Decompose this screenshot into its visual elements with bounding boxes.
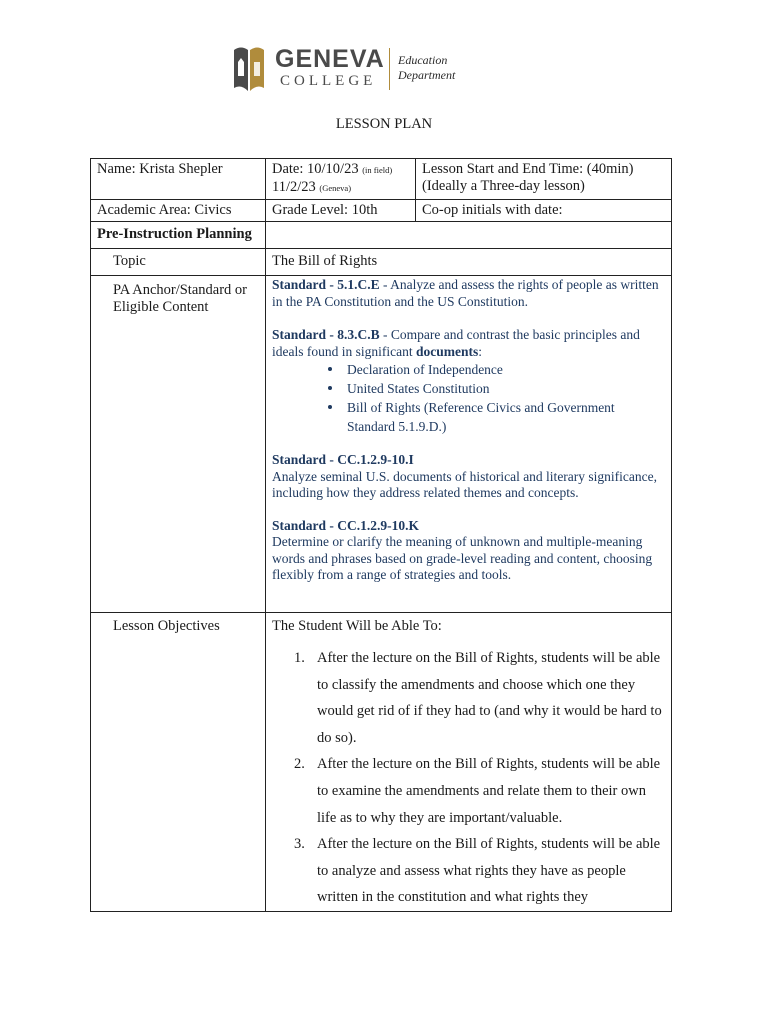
list-item (272, 831, 665, 911)
info-row-2 (91, 200, 672, 222)
logo-name: GENEVA (275, 45, 385, 73)
standard-3-text: Analyze seminal U.S. documents of historical and literary significance, including how they address related themes and concepts. (272, 468, 658, 500)
academic-area: Academic Area: Civics (97, 202, 232, 218)
lesson-duration-note: (Ideally a Three-day lesson) (422, 178, 585, 194)
coop-initials: Co-op initials with date: (422, 202, 563, 218)
objectives-row (91, 613, 672, 912)
coop-cell (416, 200, 672, 222)
info-row-1 (91, 159, 672, 200)
name-cell (91, 159, 266, 200)
pre-instruction-blank (266, 222, 672, 249)
date2-field: 11/2/23 (272, 179, 316, 195)
logo-college: COLLEGE (280, 73, 377, 89)
standards-row (91, 276, 672, 613)
time-cell (416, 159, 672, 200)
list-item (272, 751, 665, 831)
logo-department (398, 53, 455, 83)
objective-text: After the lecture on the Bill of Rights, students will be able to examine the amendments and relate them to their own life as to why they are important/valuable. (317, 756, 661, 826)
standard-1-text: - Analyze and assess the rights of people as written in the PA Constitution and the US Constitution. (272, 277, 659, 309)
objective-text: After the lecture on the Bill of Rights, students will be able to classify the amendments and choose which one they would get rid of if they had to (and why it would be hard to do so). (317, 650, 662, 746)
objectives-list (272, 645, 665, 911)
standard-2-heading: Standard - 8.3.C.B (272, 327, 380, 342)
list-item: United States Constitution (347, 379, 665, 398)
grade-level: Grade Level: 10th (272, 202, 378, 218)
standard-2-text: - Compare and contrast the basic principles and ideals found in significant (272, 327, 640, 359)
date-field: Date: 10/10/23 (272, 161, 359, 177)
date-note: (in field) (362, 165, 393, 175)
standard-3-heading: Standard - CC.1.2.9-10.I (272, 452, 414, 467)
standard-4-text: Determine or clarify the meaning of unknown and multiple-meaning words and phrases based on grade-level reading and content, choosing flexibly from a range of strategies and tools. (272, 534, 653, 582)
logo-divider (389, 48, 390, 90)
pre-instruction-row (91, 222, 672, 249)
standards-label-line1: PA Anchor/Standard or (113, 282, 247, 298)
topic-row (91, 249, 672, 276)
standard-4-heading: Standard - CC.1.2.9-10.K (272, 517, 420, 533)
standards-label-line2: Eligible Content (113, 299, 209, 315)
lesson-time: Lesson Start and End Time: (40min) (422, 161, 634, 177)
standard-2-colon: : (478, 344, 483, 359)
objective-number: 1. (294, 650, 305, 666)
standard-3 (272, 452, 665, 502)
list-item: Bill of Rights (Reference Civics and Government Standard 5.1.9.D.) (347, 398, 665, 436)
grade-cell (266, 200, 416, 222)
date2-note: (Geneva) (319, 183, 352, 193)
standard-1-heading: Standard - 5.1.C.E (272, 277, 380, 292)
standard-2-bold-word: documents (415, 344, 479, 359)
objective-number: 2. (294, 756, 305, 773)
lesson-plan-table (90, 158, 672, 912)
standard-2 (272, 326, 665, 360)
standard-2-document-list (272, 360, 665, 436)
standard-1 (272, 276, 665, 310)
objective-number: 3. (294, 836, 305, 853)
standard-4 (272, 518, 665, 584)
geneva-college-logo (229, 44, 477, 94)
logo-dept-line1: Education (398, 53, 448, 67)
objectives-intro: The Student Will be Able To: (272, 618, 442, 634)
standards-label (91, 276, 266, 613)
date-cell (266, 159, 416, 200)
topic-label: Topic (91, 249, 266, 276)
teacher-name: Name: Krista Shepler (97, 161, 223, 177)
list-item: Declaration of Independence (347, 360, 665, 379)
college-crest-icon (229, 44, 269, 94)
document-title: LESSON PLAN (335, 116, 433, 132)
objectives-content (266, 613, 672, 912)
topic-value: The Bill of Rights (266, 249, 672, 276)
objective-text: After the lecture on the Bill of Rights, students will be able to analyze and assess what rights they have as people written in the constitution and what rights they (317, 836, 661, 906)
objectives-label: Lesson Objectives (91, 613, 266, 912)
pre-instruction-heading: Pre-Instruction Planning (91, 222, 266, 249)
standards-content (266, 276, 672, 613)
area-cell (91, 200, 266, 222)
logo-dept-line2: Department (398, 68, 456, 82)
list-item (272, 645, 665, 751)
